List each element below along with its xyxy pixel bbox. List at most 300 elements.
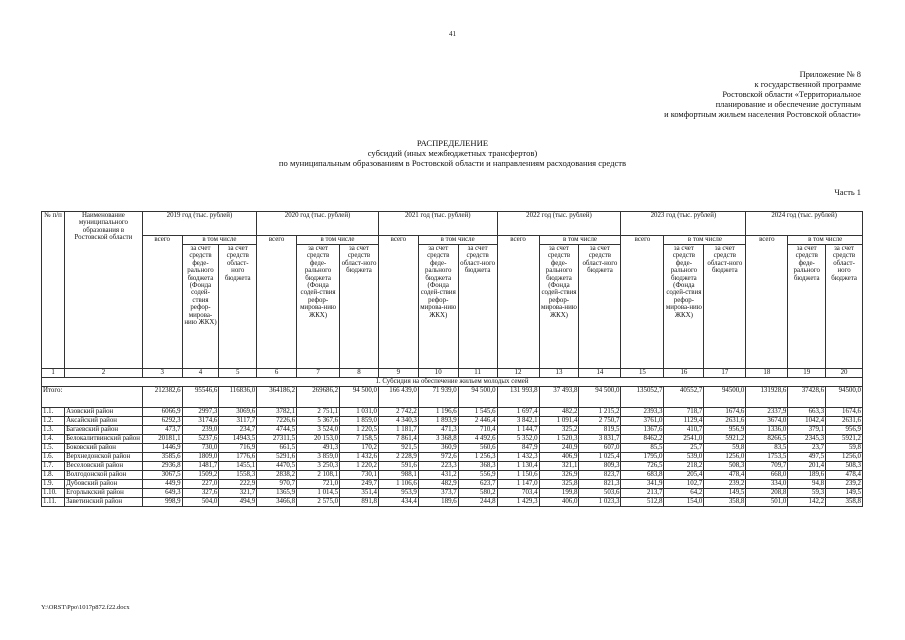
row-value: 580,2 — [458, 489, 497, 498]
row-value: 2838,2 — [257, 471, 297, 480]
header-total: всего — [497, 236, 539, 369]
row-value: 3782,1 — [257, 408, 297, 417]
row-value: 478,4 — [826, 471, 863, 480]
header-total: всего — [621, 236, 664, 369]
column-number: 14 — [579, 369, 621, 378]
row-value: 508,3 — [826, 462, 863, 471]
row-value: 1256,0 — [826, 453, 863, 462]
row-value: 431,2 — [418, 471, 458, 480]
subsidy-table — [41, 211, 863, 507]
row-value: 501,0 — [746, 498, 788, 507]
row-value: 1 697,4 — [497, 408, 539, 417]
total-value: 212382,6 — [142, 387, 182, 408]
row-value: 5291,6 — [257, 453, 297, 462]
total-value: 269686,2 — [297, 387, 340, 408]
row-value: 683,8 — [621, 471, 664, 480]
table-row — [42, 471, 863, 480]
row-value: 102,7 — [664, 480, 704, 489]
row-municipality: Багаевский район — [65, 426, 143, 435]
row-municipality: Егорлыкский район — [65, 489, 143, 498]
total-label: Итого: — [42, 387, 143, 408]
header-regional: за счет средств област-ного бюджета — [458, 245, 497, 369]
header-regional: за счет средств област-ного бюджета — [579, 245, 621, 369]
row-value: 2 742,2 — [378, 408, 418, 417]
header-total: всего — [746, 236, 788, 369]
part-label: Часть 1 — [834, 188, 861, 197]
row-value: 27311,5 — [257, 435, 297, 444]
distribution-heading — [0, 138, 905, 168]
row-value: 1509,2 — [182, 471, 219, 480]
column-number: 16 — [664, 369, 704, 378]
row-municipality: Веселовский район — [65, 462, 143, 471]
table-row — [42, 489, 863, 498]
row-value: 591,6 — [378, 462, 418, 471]
row-value: 497,5 — [788, 453, 826, 462]
header-total: всего — [142, 236, 182, 369]
header-including: в том числе — [664, 236, 746, 245]
appendix-line: Ростовской области «Территориальное — [722, 90, 861, 99]
total-value: 95546,6 — [182, 387, 219, 408]
row-value: 1674,6 — [826, 408, 863, 417]
row-value: 1 106,6 — [378, 480, 418, 489]
row-value: 988,1 — [378, 471, 418, 480]
row-value: 3761,0 — [621, 417, 664, 426]
row-value: 7 158,5 — [340, 435, 379, 444]
row-value: 956,9 — [826, 426, 863, 435]
table-row — [42, 453, 863, 462]
row-value: 970,7 — [257, 480, 297, 489]
row-value: 891,8 — [340, 498, 379, 507]
row-municipality: Аксайский район — [65, 417, 143, 426]
row-code: 1.10. — [42, 489, 65, 498]
row-value: 234,7 — [219, 426, 257, 435]
row-value: 223,3 — [418, 462, 458, 471]
row-value: 623,7 — [458, 480, 497, 489]
row-value: 2 750,7 — [579, 417, 621, 426]
row-value: 20181,1 — [142, 435, 182, 444]
column-number: 19 — [788, 369, 826, 378]
table-row — [42, 444, 863, 453]
row-code: 1.3. — [42, 426, 65, 435]
row-value: 1753,5 — [746, 453, 788, 462]
row-value: 6066,9 — [142, 408, 182, 417]
header-including: в том числе — [788, 236, 863, 245]
column-number: 15 — [621, 369, 664, 378]
row-value: 1 893,9 — [418, 417, 458, 426]
row-value: 1 196,6 — [418, 408, 458, 417]
header-regional: за счет средств област-ного бюджета — [704, 245, 746, 369]
row-value: 721,0 — [297, 480, 340, 489]
row-value: 1 147,0 — [497, 480, 539, 489]
row-code: 1.9. — [42, 480, 65, 489]
row-value: 227,0 — [182, 480, 219, 489]
row-value: 5237,6 — [182, 435, 219, 444]
column-number: 13 — [539, 369, 579, 378]
row-value: 1674,6 — [704, 408, 746, 417]
row-value: 83,5 — [746, 444, 788, 453]
row-municipality: Дубовский район — [65, 480, 143, 489]
row-value: 2541,0 — [664, 435, 704, 444]
row-value: 23,7 — [788, 444, 826, 453]
row-value: 205,4 — [664, 471, 704, 480]
row-value: 189,6 — [788, 471, 826, 480]
row-value: 334,0 — [746, 480, 788, 489]
appendix-block — [561, 70, 861, 120]
row-value: 1455,1 — [219, 462, 257, 471]
row-value: 956,9 — [704, 426, 746, 435]
row-value: 1 023,3 — [579, 498, 621, 507]
row-value: 503,6 — [579, 489, 621, 498]
row-value: 1776,6 — [219, 453, 257, 462]
row-value: 921,5 — [378, 444, 418, 453]
header-including: в том числе — [539, 236, 621, 245]
row-value: 1 220,5 — [340, 426, 379, 435]
total-value: 166 439,0 — [378, 387, 418, 408]
row-value: 2631,6 — [826, 417, 863, 426]
row-value: 819,5 — [579, 426, 621, 435]
row-value: 3 831,7 — [579, 435, 621, 444]
header-municipality: Наименование муниципального образования в Ростовской области — [65, 212, 143, 369]
row-value: 730,0 — [182, 444, 219, 453]
row-code: 1.7. — [42, 462, 65, 471]
row-value: 482,2 — [539, 408, 579, 417]
row-value: 1795,0 — [621, 453, 664, 462]
row-value: 1336,0 — [746, 426, 788, 435]
header-federal: за счет средств феде-рального бюджета (Фонда содей-ствия рефор-мирова-нию ЖКХ) — [418, 245, 458, 369]
row-value: 1 220,2 — [340, 462, 379, 471]
column-number: 11 — [458, 369, 497, 378]
row-value: 325,2 — [539, 426, 579, 435]
row-value: 170,2 — [340, 444, 379, 453]
row-value: 239,2 — [704, 480, 746, 489]
total-value: 94 500,0 — [458, 387, 497, 408]
row-value: 5 367,6 — [297, 417, 340, 426]
table-row — [42, 408, 863, 417]
column-number: 9 — [378, 369, 418, 378]
column-number: 1 — [42, 369, 65, 378]
row-value: 201,4 — [788, 462, 826, 471]
row-value: 59,3 — [788, 489, 826, 498]
row-value: 482,9 — [418, 480, 458, 489]
row-municipality: Боковский район — [65, 444, 143, 453]
row-value: 142,2 — [788, 498, 826, 507]
row-value: 4470,5 — [257, 462, 297, 471]
header-year: 2021 год (тыс. рублей) — [378, 212, 497, 236]
row-value: 213,7 — [621, 489, 664, 498]
row-value: 358,8 — [826, 498, 863, 507]
row-value: 149,5 — [826, 489, 863, 498]
row-value: 953,9 — [378, 489, 418, 498]
column-number: 10 — [418, 369, 458, 378]
row-value: 1 859,0 — [340, 417, 379, 426]
column-number: 17 — [704, 369, 746, 378]
header-total: всего — [378, 236, 418, 369]
row-value: 199,8 — [539, 489, 579, 498]
header-including: в том числе — [418, 236, 497, 245]
row-code: 1.2. — [42, 417, 65, 426]
row-value: 351,4 — [340, 489, 379, 498]
row-value: 326,9 — [539, 471, 579, 480]
header-regional: за счет средств област-ного бюджета — [219, 245, 257, 369]
row-value: 434,4 — [378, 498, 418, 507]
row-value: 5921,2 — [704, 435, 746, 444]
row-value: 2997,3 — [182, 408, 219, 417]
row-value: 2936,8 — [142, 462, 182, 471]
row-value: 1 031,0 — [340, 408, 379, 417]
row-value: 8462,2 — [621, 435, 664, 444]
row-value: 3674,0 — [746, 417, 788, 426]
row-value: 1558,3 — [219, 471, 257, 480]
row-value: 379,1 — [788, 426, 826, 435]
row-value: 1481,7 — [182, 462, 219, 471]
distribution-title: РАСПРЕДЕЛЕНИЕ — [416, 138, 489, 148]
column-number: 8 — [340, 369, 379, 378]
row-code: 1.11. — [42, 498, 65, 507]
header-year: 2020 год (тыс. рублей) — [257, 212, 379, 236]
row-code: 1.8. — [42, 471, 65, 480]
column-number: 20 — [826, 369, 863, 378]
header-number: № п/п — [42, 212, 65, 369]
row-value: 2631,6 — [704, 417, 746, 426]
total-value: 71 939,0 — [418, 387, 458, 408]
row-value: 1367,6 — [621, 426, 664, 435]
row-value: 2345,3 — [788, 435, 826, 444]
row-value: 1 256,3 — [458, 453, 497, 462]
row-value: 1 432,6 — [340, 453, 379, 462]
row-value: 1809,0 — [182, 453, 219, 462]
row-value: 2393,3 — [621, 408, 664, 417]
header-total: всего — [257, 236, 297, 369]
header-federal: за счет средств феде-рального бюджета — [788, 245, 826, 369]
row-value: 809,3 — [579, 462, 621, 471]
header-regional: за счет средств област-ного бюджета — [826, 245, 863, 369]
row-value: 709,7 — [746, 462, 788, 471]
appendix-line: и комфортным жильем населения Ростовской области» — [664, 110, 861, 119]
row-value: 249,7 — [340, 480, 379, 489]
row-value: 1 181,7 — [378, 426, 418, 435]
row-value: 1365,9 — [257, 489, 297, 498]
row-value: 449,9 — [142, 480, 182, 489]
row-value: 1 014,5 — [297, 489, 340, 498]
row-value: 494,9 — [219, 498, 257, 507]
row-value: 4 340,3 — [378, 417, 418, 426]
total-row — [42, 387, 863, 408]
distribution-subtitle: по муниципальным образованиям в Ростовской области и направлениям расходования средств — [278, 158, 627, 168]
row-value: 491,3 — [297, 444, 340, 453]
row-value: 94,8 — [788, 480, 826, 489]
row-value: 1 429,3 — [497, 498, 539, 507]
row-value: 1256,0 — [704, 453, 746, 462]
row-municipality: Верхнедонской район — [65, 453, 143, 462]
row-value: 847,9 — [497, 444, 539, 453]
row-value: 410,7 — [664, 426, 704, 435]
column-number: 12 — [497, 369, 539, 378]
row-municipality: Азовский район — [65, 408, 143, 417]
row-value: 3174,6 — [182, 417, 219, 426]
row-value: 4 492,6 — [458, 435, 497, 444]
row-value: 59,8 — [704, 444, 746, 453]
row-value: 1 545,6 — [458, 408, 497, 417]
row-value: 730,1 — [340, 471, 379, 480]
row-value: 1 150,6 — [497, 471, 539, 480]
row-value: 239,2 — [826, 480, 863, 489]
row-value: 823,7 — [579, 471, 621, 480]
row-value: 504,0 — [182, 498, 219, 507]
row-value: 5921,2 — [826, 435, 863, 444]
total-value: 94 500,0 — [340, 387, 379, 408]
row-value: 2 108,1 — [297, 471, 340, 480]
row-code: 1.4. — [42, 435, 65, 444]
total-value: 131 993,8 — [497, 387, 539, 408]
table-row — [42, 462, 863, 471]
row-value: 325,8 — [539, 480, 579, 489]
row-municipality: Белокалитвинский район — [65, 435, 143, 444]
row-value: 321,1 — [539, 462, 579, 471]
table-row — [42, 480, 863, 489]
row-value: 2 446,4 — [458, 417, 497, 426]
column-number: 6 — [257, 369, 297, 378]
row-value: 1 091,4 — [539, 417, 579, 426]
row-value: 64,2 — [664, 489, 704, 498]
section-title: 1. Субсидия на обеспечение жильем молодых семей — [42, 378, 863, 387]
page-number: 41 — [449, 30, 456, 38]
row-value: 3067,5 — [142, 471, 182, 480]
header-federal: за счет средств феде-рального бюджета (Фонда содей-ствия рефор-мирова-нию ЖКХ) — [297, 245, 340, 369]
row-value: 3069,6 — [219, 408, 257, 417]
row-value: 5 352,0 — [497, 435, 539, 444]
total-value: 135052,7 — [621, 387, 664, 408]
row-value: 6292,3 — [142, 417, 182, 426]
row-value: 239,0 — [182, 426, 219, 435]
row-value: 240,9 — [539, 444, 579, 453]
row-code: 1.1. — [42, 408, 65, 417]
row-value: 2 228,9 — [378, 453, 418, 462]
row-value: 406,9 — [539, 453, 579, 462]
row-value: 556,9 — [458, 471, 497, 480]
total-value: 40552,7 — [664, 387, 704, 408]
row-value: 1 432,3 — [497, 453, 539, 462]
total-value: 37428,6 — [788, 387, 826, 408]
header-federal: за счет средств феде-рального бюджета (Фонда содей-ствия рефор-мирова-нию ЖКХ) — [664, 245, 704, 369]
row-value: 3 842,1 — [497, 417, 539, 426]
appendix-line: Приложение № 8 — [799, 70, 861, 79]
distribution-subtitle: субсидий (иных межбюджетных трансфертов) — [367, 148, 538, 158]
total-value: 94 500,0 — [579, 387, 621, 408]
file-path: Y:\ORST\Ppo\1017p872.f22.docx — [41, 604, 130, 611]
row-value: 1446,9 — [142, 444, 182, 453]
row-value: 726,5 — [621, 462, 664, 471]
row-value: 3 368,8 — [418, 435, 458, 444]
total-value: 94500,0 — [826, 387, 863, 408]
header-year: 2022 год (тыс. рублей) — [497, 212, 621, 236]
appendix-line: к государственной программе — [754, 80, 861, 89]
row-value: 341,9 — [621, 480, 664, 489]
column-number: 7 — [297, 369, 340, 378]
header-year: 2024 год (тыс. рублей) — [746, 212, 863, 236]
column-number: 3 — [142, 369, 182, 378]
column-number: 18 — [746, 369, 788, 378]
row-value: 154,0 — [664, 498, 704, 507]
row-value: 327,6 — [182, 489, 219, 498]
row-value: 718,7 — [664, 408, 704, 417]
header-including: в том числе — [297, 236, 379, 245]
row-code: 1.5. — [42, 444, 65, 453]
column-number: 2 — [65, 369, 143, 378]
column-number: 4 — [182, 369, 219, 378]
total-value: 364186,2 — [257, 387, 297, 408]
header-including: в том числе — [182, 236, 257, 245]
row-value: 25,7 — [664, 444, 704, 453]
row-value: 1 520,3 — [539, 435, 579, 444]
header-federal: за счет средств феде-рального бюджета (Фонда содей-ствия рефор-мирова-нию ЖКХ) — [182, 245, 219, 369]
row-value: 358,8 — [704, 498, 746, 507]
header-regional: за счет средств област-ного бюджета — [340, 245, 379, 369]
row-value: 368,3 — [458, 462, 497, 471]
table-row — [42, 498, 863, 507]
total-value: 116836,0 — [219, 387, 257, 408]
row-value: 1042,4 — [788, 417, 826, 426]
row-value: 1 144,7 — [497, 426, 539, 435]
row-value: 321,7 — [219, 489, 257, 498]
row-value: 7226,6 — [257, 417, 297, 426]
row-value: 7 861,4 — [378, 435, 418, 444]
row-value: 218,2 — [664, 462, 704, 471]
row-value: 473,7 — [142, 426, 182, 435]
row-value: 4744,5 — [257, 426, 297, 435]
row-value: 649,3 — [142, 489, 182, 498]
row-value: 1 025,4 — [579, 453, 621, 462]
row-value: 406,0 — [539, 498, 579, 507]
row-value: 3 250,3 — [297, 462, 340, 471]
row-value: 607,0 — [579, 444, 621, 453]
row-value: 471,3 — [418, 426, 458, 435]
row-value: 3 859,0 — [297, 453, 340, 462]
row-value: 59,8 — [826, 444, 863, 453]
row-value: 373,7 — [418, 489, 458, 498]
row-value: 512,8 — [621, 498, 664, 507]
row-value: 360,9 — [418, 444, 458, 453]
row-code: 1.6. — [42, 453, 65, 462]
row-value: 3 524,0 — [297, 426, 340, 435]
row-value: 478,4 — [704, 471, 746, 480]
row-value: 222,9 — [219, 480, 257, 489]
column-number: 5 — [219, 369, 257, 378]
header-year: 2023 год (тыс. рублей) — [621, 212, 746, 236]
row-value: 539,0 — [664, 453, 704, 462]
row-value: 3117,7 — [219, 417, 257, 426]
row-value: 661,5 — [257, 444, 297, 453]
row-value: 8266,5 — [746, 435, 788, 444]
row-value: 14943,5 — [219, 435, 257, 444]
row-value: 663,3 — [788, 408, 826, 417]
row-value: 1 130,4 — [497, 462, 539, 471]
row-value: 668,0 — [746, 471, 788, 480]
total-value: 94500,0 — [704, 387, 746, 408]
row-municipality: Волгодонской район — [65, 471, 143, 480]
row-value: 972,6 — [418, 453, 458, 462]
row-value: 710,4 — [458, 426, 497, 435]
total-value: 37 493,8 — [539, 387, 579, 408]
row-value: 3466,8 — [257, 498, 297, 507]
row-value: 560,6 — [458, 444, 497, 453]
header-federal: за счет средств феде-рального бюджета (Фонда содей-ствия рефор-мирова-нию ЖКХ) — [539, 245, 579, 369]
appendix-line: планирование и обеспечение доступным — [715, 100, 861, 109]
row-value: 2337,9 — [746, 408, 788, 417]
row-value: 703,4 — [497, 489, 539, 498]
row-value: 20 153,0 — [297, 435, 340, 444]
row-value: 244,8 — [458, 498, 497, 507]
row-value: 208,8 — [746, 489, 788, 498]
